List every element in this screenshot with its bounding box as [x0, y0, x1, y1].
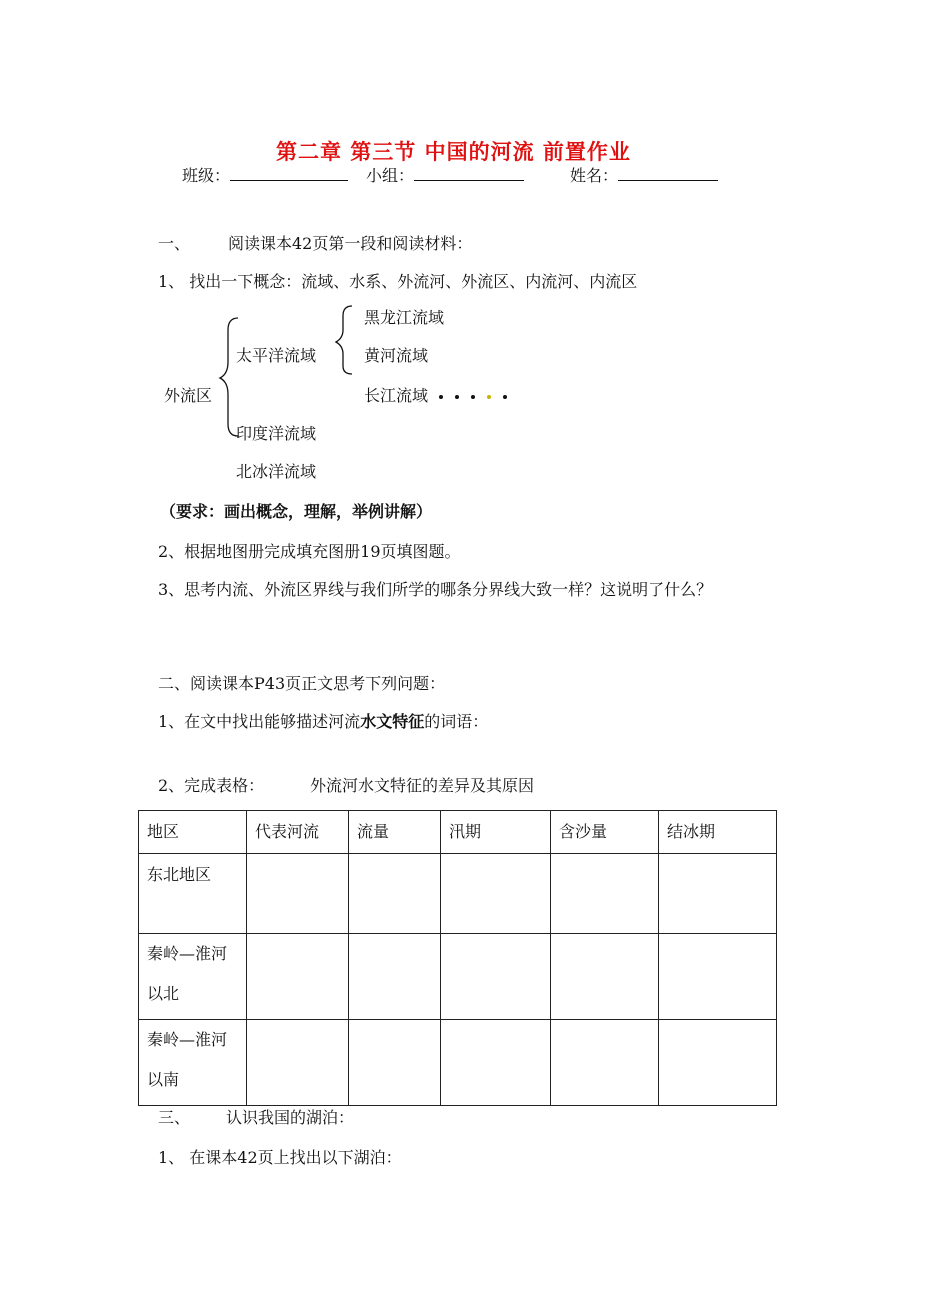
- group-blank[interactable]: [414, 166, 524, 181]
- table-cell[interactable]: [659, 1020, 777, 1106]
- col-header-ice: 结冰期: [659, 811, 777, 854]
- section2-q1-bold: 水文特征: [360, 712, 425, 731]
- class-field[interactable]: [182, 166, 348, 186]
- table-cell[interactable]: [659, 854, 777, 934]
- table-cell[interactable]: [441, 934, 551, 1020]
- table-cell[interactable]: [441, 854, 551, 934]
- col-header-region: 地区: [139, 811, 247, 854]
- section1-heading: 阅读课本42页第一段和阅读材料：: [228, 234, 473, 253]
- ellipsis-dots: [433, 386, 513, 405]
- section3-q1: 1、 在课本42页上找出以下湖泊：: [158, 1148, 402, 1167]
- section3-heading-num: 三、: [158, 1108, 191, 1127]
- table-caption: 外流河水文特征的差异及其原因: [310, 776, 535, 795]
- changjiang-label: 长江流域: [364, 386, 429, 405]
- table-row: [139, 934, 777, 1020]
- name-blank[interactable]: [618, 166, 718, 181]
- section2-q2-label: 2、完成表格：: [158, 776, 265, 795]
- class-blank[interactable]: [230, 166, 348, 181]
- requirement-note: （要求：画出概念，理解，举例讲解）: [160, 502, 433, 521]
- name-field[interactable]: [570, 166, 718, 186]
- table-cell[interactable]: [441, 1020, 551, 1106]
- row-region: 东北地区: [139, 854, 247, 934]
- col-header-flood: 汛期: [441, 811, 551, 854]
- diagram-root: 外流区: [164, 386, 213, 405]
- section2-heading: 二、阅读课本P43页正文思考下列问题：: [158, 674, 446, 693]
- name-label: 姓名：: [570, 166, 619, 185]
- section3-heading: 认识我国的湖泊：: [226, 1108, 355, 1127]
- col-header-flow: 流量: [349, 811, 441, 854]
- col-header-sediment: 含沙量: [551, 811, 659, 854]
- table-cell[interactable]: [247, 854, 349, 934]
- hydrology-table: [138, 810, 777, 1106]
- section2-q1-prefix: 1、在文中找出能够描述河流: [158, 712, 361, 731]
- table-cell[interactable]: [659, 934, 777, 1020]
- table-header-row: [139, 811, 777, 854]
- section1-q2: 2、根据地图册完成填充图册19页填图题。: [158, 542, 461, 561]
- section2-q1: [158, 712, 488, 732]
- table-cell[interactable]: [349, 1020, 441, 1106]
- outer-brace: [220, 318, 238, 436]
- table-cell[interactable]: [551, 934, 659, 1020]
- section1-heading-num: 一、: [158, 234, 191, 253]
- diagram-arctic: 北冰洋流域: [236, 462, 317, 481]
- table-cell[interactable]: [349, 934, 441, 1020]
- row-region: 秦岭—淮河以南: [139, 1020, 247, 1106]
- table-cell[interactable]: [551, 854, 659, 934]
- table-cell[interactable]: [247, 934, 349, 1020]
- class-label: 班级：: [182, 166, 231, 185]
- diagram-huanghe: 黄河流域: [364, 346, 429, 365]
- table-row: [139, 854, 777, 934]
- table-row: [139, 1020, 777, 1106]
- diagram-changjiang: [364, 386, 513, 406]
- group-label: 小组：: [366, 166, 415, 185]
- diagram-indian: 印度洋流域: [236, 424, 317, 443]
- col-header-river: 代表河流: [247, 811, 349, 854]
- section1-q1: 1、 找出一下概念：流域、水系、外流河、外流区、内流河、内流区: [158, 272, 638, 291]
- table-cell[interactable]: [247, 1020, 349, 1106]
- row-region: 秦岭—淮河以北: [139, 934, 247, 1020]
- diagram-heilong: 黑龙江流域: [364, 308, 445, 327]
- page-title: 第二章 第三节 中国的河流 前置作业: [276, 139, 631, 164]
- section2-q1-suffix: 的词语：: [424, 712, 489, 731]
- group-field[interactable]: [366, 166, 524, 186]
- section1-q3: 3、思考内流、外流区界线与我们所学的哪条分界线大致一样？这说明了什么？: [158, 580, 713, 599]
- table-cell[interactable]: [349, 854, 441, 934]
- table-cell[interactable]: [551, 1020, 659, 1106]
- diagram-pacific: 太平洋流域: [236, 346, 317, 365]
- inner-brace: [336, 306, 352, 374]
